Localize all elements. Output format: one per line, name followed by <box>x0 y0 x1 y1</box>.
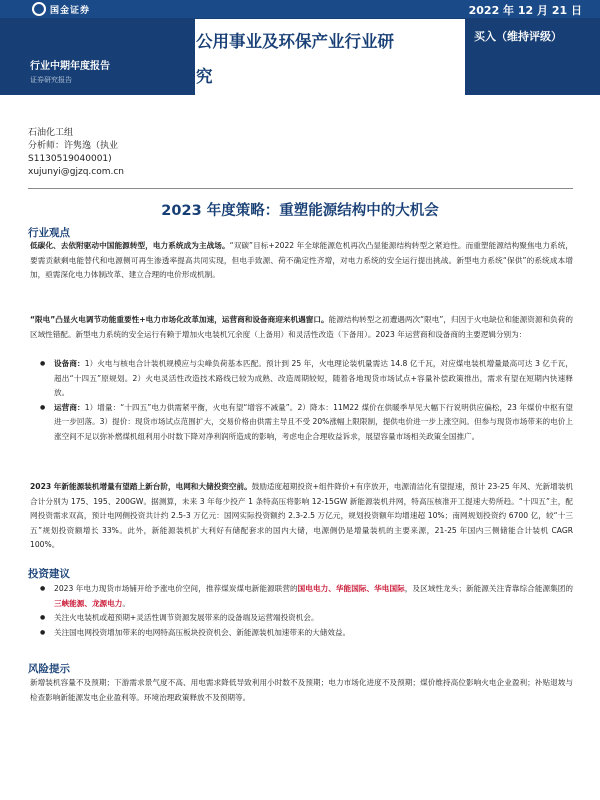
bullet-equipment-lead: 设备商： <box>54 359 85 368</box>
strategy-headline: 2023 年度策略：重塑能源结构中的大机会 <box>161 203 439 219</box>
analyst-license: S1130519040001) <box>28 154 112 164</box>
views-p3-body: 鼓励适度超期投资+组件降价+有序放开，电源清洁化有望提速，预计 23-25 年风、光新增装机合计分别为 175、195、200GW。据测算，未来 3 年每少投产 1 条特高压将影响 12-15GW 新能源装机并网，特高压核准开工提速大势所趋。“十四五”主，配网投资需求双高，预计电网侧投资共计约 2.5-3 万亿元：国网实际投资额约 2.3-2.5 万亿元，规划投资额年均增速超 10%；南网规划投资约 6700 亿，较“十三五”规划投资额增长 33%。此外，新能源装机扩大利好有储配套求的国内大储，电源侧仍是增量装机的主要来源，21-25 年国内三侧储能合计装机 CAGR 100%。 <box>30 482 573 550</box>
advice-1-stocks: 国电电力、华能国际、华电国际 <box>297 584 405 593</box>
views-p1-lead: 低碳化、去依附驱动中国能源转型，电力系统成为主战场。 <box>30 241 230 250</box>
report-title-line1: 公用事业及环保产业行业研 <box>196 32 394 51</box>
analyst-name: 分析师：许隽逸（执业 <box>28 141 119 151</box>
views-paragraph-1 <box>30 239 573 283</box>
advice-1-mid: ，及区域性龙头；新能源关注背靠综合能源集团的 <box>404 584 574 593</box>
advice-item-3: ● 关注国电网投资增加带来的电网特高压板块投资机会、新能源装机加速带来的大储效益。 <box>40 626 573 641</box>
advice-bullets <box>40 582 573 640</box>
risk-paragraph: 新增装机容量不及预期；下游需求景气度不高、用电需求降低导致利用小时数不及预期；电力市场化进度不及预期；煤价维持高位影响火电企业盈利；补贴退坡与检查影响新能源发电企业盈利等。环境治理政策释放不及预期等。 <box>30 678 573 702</box>
report-date: 2022 年 12 月 21 日 <box>468 4 582 17</box>
report-type: 行业中期年度报告 <box>30 61 110 72</box>
advice-item-1 <box>40 582 573 611</box>
advice-1-post: 。 <box>122 598 130 608</box>
views-paragraph-2 <box>30 313 573 342</box>
bullet-operator-lead: 运营商： <box>54 402 85 412</box>
views-p2-lead: “限电”凸显火电调节功能重要性+电力市场化改革加速，运营商和设备商迎来机遇窗口。 <box>30 315 329 324</box>
bullet-operator-body: 1）增量：“十四五”电力供需紧平衡，火电有望“增容不减量”。2）降本：11M22 煤价在供暖季旱见大幅下行说明供应偏松，23 年煤价中枢有望进一步回落。3）提价：现货市场试点范围扩大，交易价格由供需主导且不受 20%涨幅上限限制，提供电价进一步上涨空间。但参与现货市场带来的电价上涨空间不足以弥补燃煤机组利用小时数下降对净利润所造成的影响，考虑电企合理收益诉求，展望容量市场相关政策全国推广。 <box>54 402 574 441</box>
analyst-email[interactable]: xujunyi@gjzq.com.cn <box>28 167 125 177</box>
bullet-operator <box>40 401 573 445</box>
bullet-equipment <box>40 357 573 401</box>
section-title-views: 行业观点 <box>28 227 70 239</box>
views-p1-body: “双碳”目标+2022 年全球能源危机再次凸显能源结构转型之紧迫性。而重塑能源结构聚焦电力系统，要需贡献剩电能替代和电源侧可再生渗透率提高共同实现，但电手致源、荷不确定性齐增，对电力系统的安全运行提出挑战。新型电力系统“保供”的系统成本增加，亟需深化电力体制改革、建立合理的电价形成机制。 <box>30 241 573 280</box>
section-title-advice: 投资建议 <box>28 568 70 580</box>
views-bullets <box>40 357 573 445</box>
report-title-line2: 究 <box>196 67 213 86</box>
views-p3-lead: 2023 年新能源装机增量有望踏上新台阶，电网和大储投资空前。 <box>30 482 252 491</box>
views-paragraph-3 <box>30 480 573 553</box>
rating-badge: 买入（维持评级） <box>474 30 562 43</box>
report-subtype: 证券研究报告 <box>30 76 72 84</box>
divider <box>28 188 573 189</box>
section-title-risk: 风险提示 <box>28 663 70 675</box>
advice-1-stocks-2: 三峡能源、龙源电力 <box>54 598 123 608</box>
analyst-group: 石油化工组 <box>28 128 74 138</box>
advice-item-2: ● 关注火电装机或超预期+灵活性调节资源发展带来的设备端及运营端投资机会。 <box>40 611 573 626</box>
views-p2-body: 能源结构转型之初遭遇两次“限电”，归因于火电缺位和能源资源和负荷的区域性错配。新型电力系统的安全运行有赖于增加火电装机冗余度（上备用）和灵活性改造（下备用）。2023 年运营商和设备商的主要逻辑分别为： <box>30 315 573 339</box>
report-title <box>196 24 464 94</box>
advice-1-pre: 2023 年电力现货市场铺开给予涨电价空间，推荐煤炭煤电新能源联营的 <box>54 584 298 593</box>
brand-logo <box>32 0 90 18</box>
logo-text: 国金证券 <box>50 5 91 16</box>
analyst-info <box>28 127 124 179</box>
bullet-equipment-body: 1）火电与核电合计装机规模应与尖峰负荷基本匹配。预计到 25 年，火电理论装机量需达 14.8 亿千瓦，对应煤电装机增量最高可达 3 亿千瓦，超出“十四五”原规划。2）火电灵活性改造技术路线已较为成熟、改造周期较短，随着各地现货市场试点+容量补偿政策推出，需求有望在短期内快速释放。 <box>54 359 574 398</box>
logo-circle-icon <box>32 2 46 16</box>
